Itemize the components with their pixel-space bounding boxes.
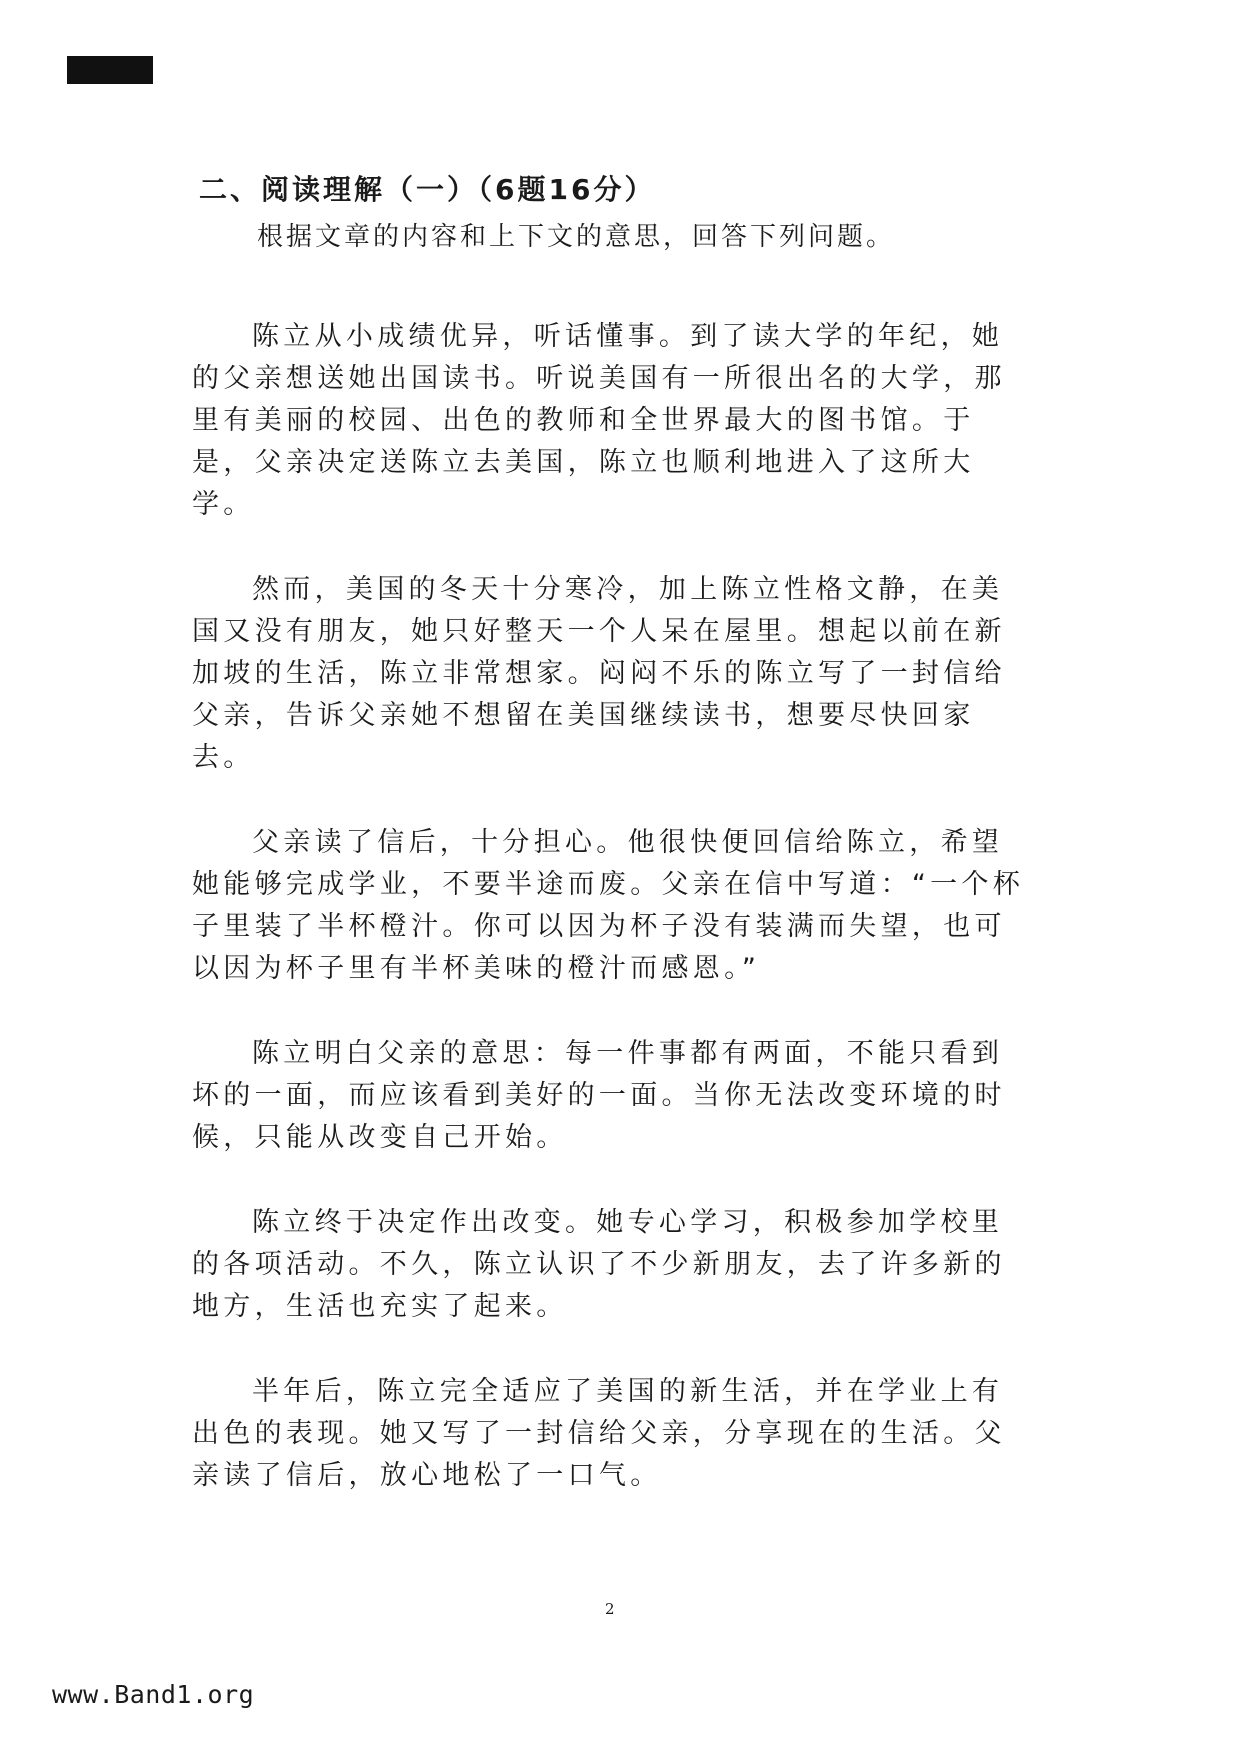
passage-paragraph-3: 父亲读了信后，十分担心。他很快便回信给陈立，希望她能够完成学业，不要半途而废。父亲在信中写道：“一个杯子里装了半杯橙汁。你可以因为杯子没有装满而失望，也可以因为杯子里有半杯美味的橙汁而感恩。” <box>192 827 1025 984</box>
passage-paragraph-6: 半年后，陈立完全适应了美国的新生活，并在学业上有出色的表现。她又写了一封信给父亲，分享现在的生活。父亲读了信后，放心地松了一口气。 <box>192 1376 1006 1491</box>
reading-passage <box>192 316 1032 1540</box>
page-number: 2 <box>605 1600 615 1618</box>
redaction-bar <box>67 56 153 84</box>
passage-paragraph-2: 然而，美国的冬天十分寒冷，加上陈立性格文静，在美国又没有朋友，她只好整天一个人呆在屋里。想起以前在新加坡的生活，陈立非常想家。闷闷不乐的陈立写了一封信给父亲，告诉父亲她不想留在美国继续读书，想要尽快回家去。 <box>192 574 1006 773</box>
passage-paragraph-5: 陈立终于决定作出改变。她专心学习，积极参加学校里的各项活动。不久，陈立认识了不少新朋友，去了许多新的地方，生活也充实了起来。 <box>192 1207 1006 1322</box>
section-instructions: 根据文章的内容和上下文的意思，回答下列问题。 <box>257 222 896 252</box>
site-watermark: www.Band1.org <box>52 1680 255 1709</box>
section-title: 二、阅读理解（一）（6题16分） <box>199 173 656 206</box>
passage-paragraph-1: 陈立从小成绩优异，听话懂事。到了读大学的年纪，她的父亲想送她出国读书。听说美国有一所很出名的大学，那里有美丽的校园、出色的教师和全世界最大的图书馆。于是，父亲决定送陈立去美国，陈立也顺利地进入了这所大学。 <box>192 321 1006 520</box>
passage-paragraph-4: 陈立明白父亲的意思：每一件事都有两面，不能只看到坏的一面，而应该看到美好的一面。当你无法改变环境的时候，只能从改变自己开始。 <box>192 1038 1006 1153</box>
